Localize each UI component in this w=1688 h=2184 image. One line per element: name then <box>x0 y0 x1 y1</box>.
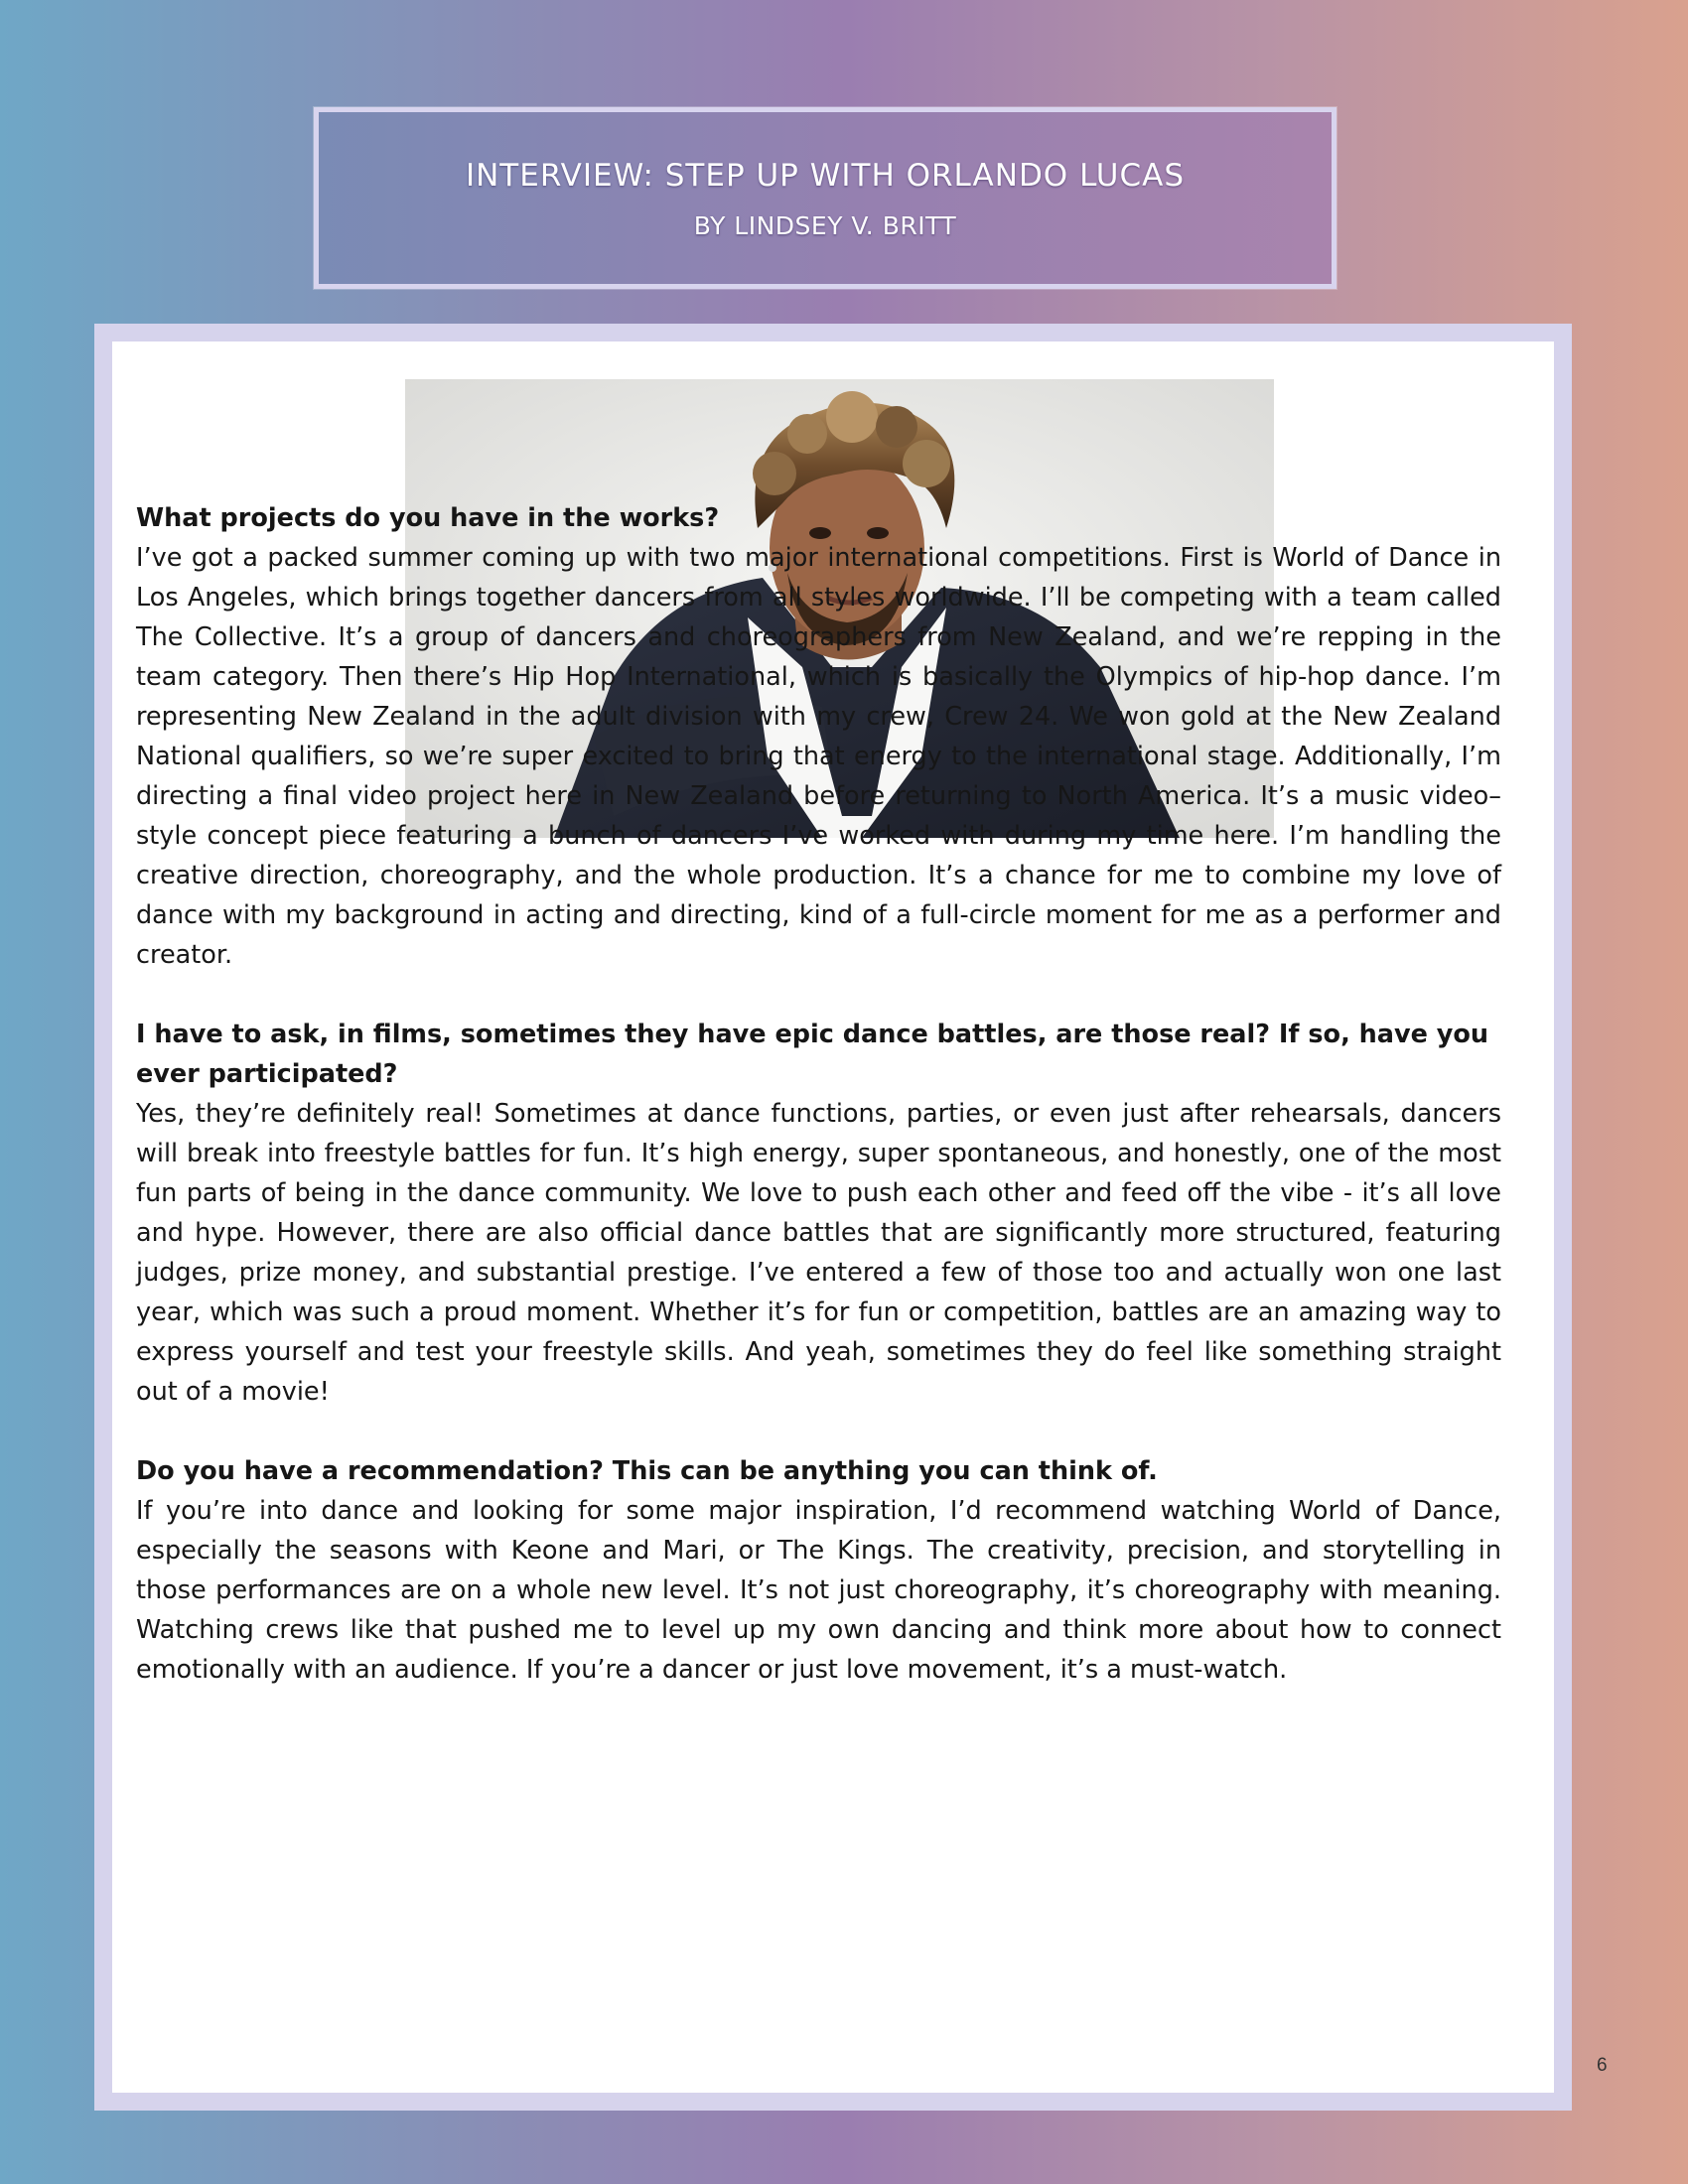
interview-body <box>136 498 1501 1729</box>
qa-block <box>136 498 1501 975</box>
interview-answer: Yes, they’re definitely real! Sometimes at dance functions, parties, or even just after rehearsals, dancers will break into freestyle battles for fun. It’s high energy, super spontaneous, and honestly, one of the most fun parts of being in the dance community. We love to push each other and feed off the vibe - it’s all love and hype. However, there are also official dance battles that are significantly more structured, featuring judges, prize money, and substantial prestige. I’ve entered a few of those too and actually won one last year, which was such a proud moment. Whether it’s for fun or competition, battles are an amazing way to express yourself and test your freestyle skills. And yeah, sometimes they do feel like something straight out of a movie! <box>136 1099 1501 1407</box>
interview-question: What projects do you have in the works? <box>136 503 720 533</box>
qa-block <box>136 1015 1501 1412</box>
interview-answer: If you’re into dance and looking for some major inspiration, I’d recommend watching World of Dance, especially the seasons with Keone and Mari, or The Kings. The creativity, precision, and storytelling in those performances are on a whole new level. It’s not just choreography, it’s choreography with meaning. Watching crews like that pushed me to level up my own dancing and think more about how to connect emotionally with an audience. If you’re a dancer or just love movement, it’s a must-watch. <box>136 1496 1501 1685</box>
title-box <box>314 107 1336 289</box>
interview-question: I have to ask, in films, sometimes they have epic dance battles, are those real? If so, have you ever participated? <box>136 1020 1489 1089</box>
page-number: 6 <box>1597 2055 1608 2076</box>
article-byline: BY LINDSEY V. BRITT <box>693 211 957 240</box>
interview-question: Do you have a recommendation? This can be anything you can think of. <box>136 1456 1158 1486</box>
interview-answer: I’ve got a packed summer coming up with two major international competitions. First is World of Dance in Los Angeles, which brings together dancers from all styles worldwide. I’ll be competing with a team called The Collective. It’s a group of dancers and choreographers from New Zealand, and we’re repping in the team category. Then there’s Hip Hop International, which is basically the Olympics of hip-hop dance. I’m representing New Zealand in the adult division with my crew, Crew 24. We won gold at the New Zealand National qualifiers, so we’re super excited to bring that energy to the international stage. Additionally, I’m directing a final video project here in New Zealand before returning to North America. It’s a music video–style concept piece featuring a bunch of dancers I’ve worked with during my time here. I’m handling the creative direction, choreography, and the whole production. It’s a chance for me to combine my love of dance with my background in acting and directing, kind of a full-circle moment for me as a performer and creator. <box>136 543 1501 970</box>
qa-block <box>136 1451 1501 1690</box>
article-title: INTERVIEW: STEP UP WITH ORLANDO LUCAS <box>465 158 1186 194</box>
